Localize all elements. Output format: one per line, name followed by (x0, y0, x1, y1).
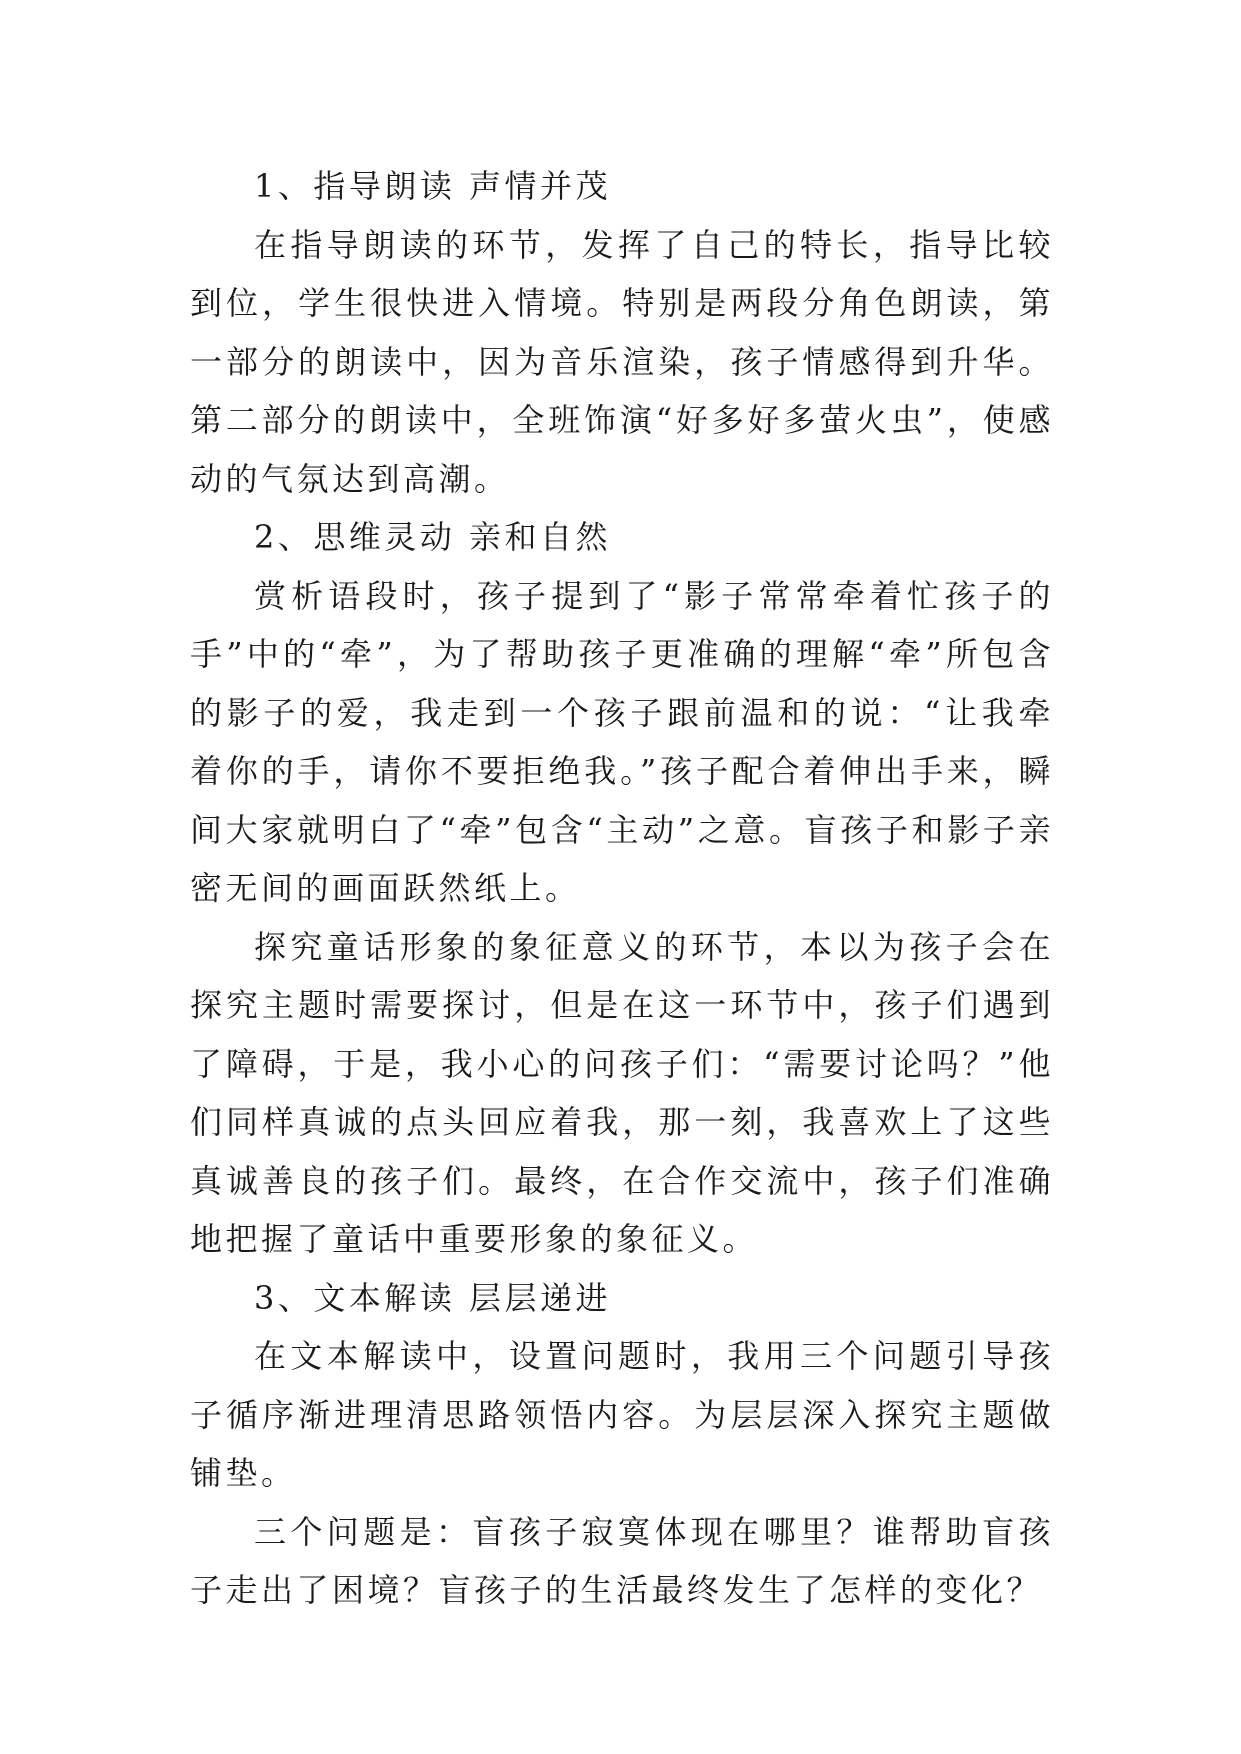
section-heading-2: 2、思维灵动 亲和自然 (254, 518, 612, 556)
paragraph: 在指导朗读的环节，发挥了自己的特长，指导比较到位，学生很快进入情境。特别是两段分角色朗读，第一部分的朗读中，因为音乐渲染，孩子情感得到升华。 第二部分的朗读中，全班饰演“好多好多萤火虫”，使感动的气氛达到高潮。 (190, 225, 1054, 498)
section-heading-1: 1、指导朗读 声情并茂 (254, 167, 612, 205)
paragraph: 在文本解读中，设置问题时，我用三个问题引导孩子循序渐进理清思路领悟内容。为层层深入探究主题做铺垫。 (190, 1337, 1054, 1492)
section-heading-3: 3、文本解读 层层递进 (254, 1278, 612, 1317)
paragraph: 赏析语段时，孩子提到了“影子常常牵着忙孩子的手”中的“牵”，为了帮助孩子更准确的理解“牵”所包含的影子的爱，我走到一个孩子跟前温和的说：“让我牵着你的手，请你不要拒绝我。”孩子配合着伸出手来，瞬间大家就明白了“牵”包含“主动”之意。盲孩子和影子亲密无间的画面跃然纸上。 (190, 576, 1054, 907)
document-body (190, 157, 1054, 1620)
paragraph: 三个问题是：盲孩子寂寞体现在哪里？谁帮助盲孩子走出了困境？盲孩子的生活最终发生了怎样的变化？ (190, 1512, 1054, 1609)
paragraph: 探究童话形象的象征意义的环节，本以为孩子会在探究主题时需要探讨，但是在这一环节中，孩子们遇到了障碍，于是，我小心的问孩子们：“需要讨论吗？”他们同样真诚的点头回应着我，那一刻，我喜欢上了这些真诚善良的孩子们。最终，在合作交流中，孩子们准确地把握了童话中重要形象的象征义。 (190, 927, 1054, 1258)
